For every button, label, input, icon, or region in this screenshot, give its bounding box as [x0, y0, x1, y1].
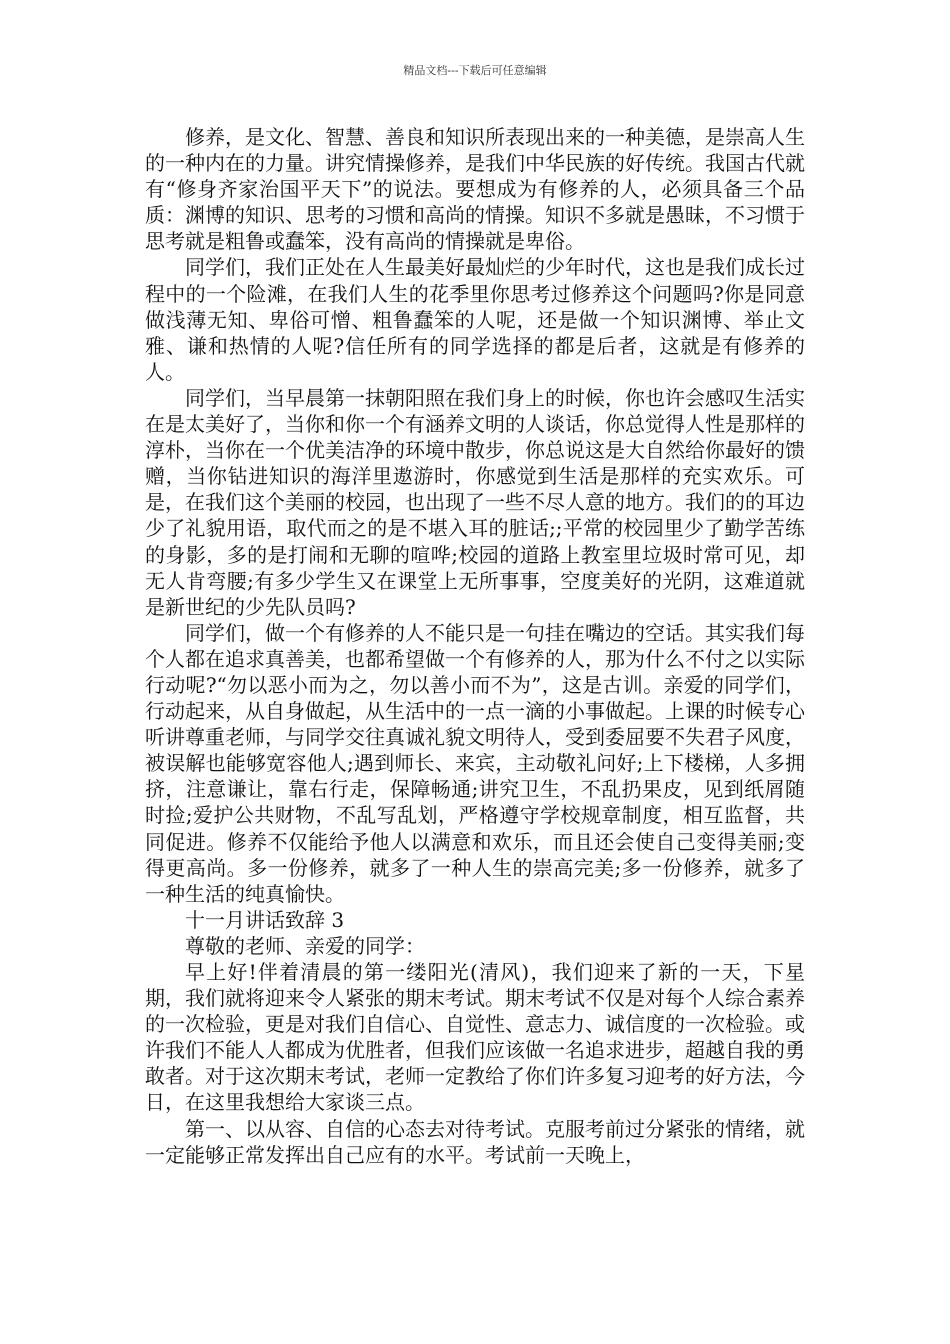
section-heading: 十一月讲话致辞 3	[185, 907, 345, 932]
paragraph-6: 第一、以从容、自信的心态去对待考试。克服考前过分紧张的情绪，就一定能够正常发挥出自己应有的水平。考试前一天晚上，	[145, 1116, 805, 1167]
paragraph-1: 修养，是文化、智慧、善良和知识所表现出来的一种美德，是崇高人生的一种内在的力量。讲究情操修养，是我们中华民族的好传统。我国古代就有“修身齐家治国平天下”的说法。要想成为有修养的人，必须具备三个品质：渊博的知识、思考的习惯和高尚的情操。知识不多就是愚昧，不习惯于思考就是粗鲁或蠢笨，没有高尚的情操就是卑俗。	[145, 125, 805, 254]
page-header: 精品文档---下载后可任意编辑	[403, 64, 547, 77]
paragraph-5: 早上好!伴着清晨的第一缕阳光(清风)，我们迎来了新的一天，下星期，我们就将迎来令人紧张的期末考试。期末考试不仅是对每个人综合素养的一次检验，更是对我们自信心、自觉性、意志力、诚信度的一次检验。或许我们不能人人都成为优胜者，但我们应该做一名追求进步，超越自我的勇敢者。对于这次期末考试，老师一定教给了你们许多复习迎考的好方法，今日，在这里我想给大家谈三点。	[145, 960, 805, 1115]
document-body	[145, 124, 805, 1168]
paragraph-3: 同学们，当早晨第一抹朝阳照在我们身上的时候，你也许会感叹生活实在是太美好了，当你和你一个有涵养文明的人谈话，你总觉得人性是那样的淳朴，当你在一个优美洁净的环境中散步，你总说这是大自然给你最好的馈赠，当你钻进知识的海洋里遨游时，你感觉到生活是那样的充实欢乐。可是，在我们这个美丽的校园，也出现了一些不尽人意的地方。我们的的耳边少了礼貌用语，取代而之的是不堪入耳的脏话;;平常的校园里少了勤学苦练的身影，多的是打闹和无聊的喧哗;校园的道路上教室里垃圾时常可见，却无人肯弯腰;有多少学生又在课堂上无所事事，空度美好的光阴，这难道就是新世纪的少先队员吗?	[145, 385, 805, 619]
paragraph-4: 同学们，做一个有修养的人不能只是一句挂在嘴边的空话。其实我们每个人都在追求真善美，也都希望做一个有修养的人，那为什么不付之以实际行动呢?“勿以恶小而为之，勿以善小而不为”，这是古训。亲爱的同学们，行动起来，从自身做起，从生活中的一点一滴的小事做起。上课的时候专心听讲尊重老师，与同学交往真诚礼貌文明待人，受到委屈要不失君子风度，被误解也能够宽容他人;遇到师长、来宾，主动敬礼问好;上下楼梯，人多拥挤，注意谦让，靠右行走，保障畅通;讲究卫生，不乱扔果皮，见到纸屑随时捡;爱护公共财物，不乱写乱划，严格遵守学校规章制度，相互监督，共同促进。修养不仅能给予他人以满意和欢乐，而且还会使自己变得美丽;变得更高尚。多一份修养，就多了一种人生的崇高完美;多一份修养，就多了一种生活的纯真愉快。	[145, 620, 805, 906]
salutation: 尊敬的老师、亲爱的同学：	[185, 933, 425, 958]
paragraph-2: 同学们，我们正处在人生最美好最灿烂的少年时代，这也是我们成长过程中的一个险滩，在我们人生的花季里你思考过修养这个问题吗?你是同意做浅薄无知、卑俗可憎、粗鲁蠢笨的人呢，还是做一个知识渊博、举止文雅、谦和热情的人呢?信任所有的同学选择的都是后者，这就是有修养的人。	[145, 255, 805, 384]
